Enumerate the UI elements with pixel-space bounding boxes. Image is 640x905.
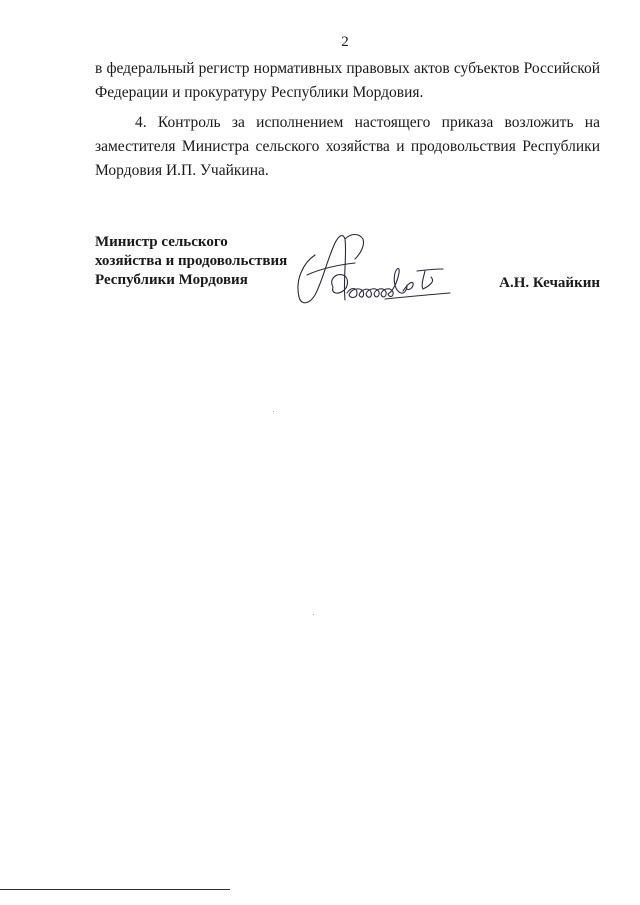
signatory-name: А.Н. Кечайкин [499,275,600,291]
signatory-position-line: Министр сельского [95,234,228,250]
paragraph-line: 4. Контроль за исполнением настоящего приказа возложить на [135,114,600,131]
page-number: 2 [341,34,349,50]
paragraph-registry [95,57,600,105]
handwritten-signature [285,225,460,310]
signatory-position-line: хозяйства и продовольствия [95,253,288,269]
paragraph-line: Федерации и прокуратуру Республики Мордовия. [95,84,424,101]
paragraph-line: Мордовия И.П. Учайкина. [95,162,269,179]
scan-speck [273,411,274,412]
scan-speck [313,614,314,615]
paragraph-line: заместителя Министра сельского хозяйства и продовольствия Республики [95,138,600,155]
paragraph-control-clause [95,111,600,183]
signatory-position-line: Республики Мордовия [95,272,248,288]
paragraph-line: в федеральный регистр нормативных правовых актов субъектов Российской [95,60,600,77]
footnote-separator [0,889,230,890]
